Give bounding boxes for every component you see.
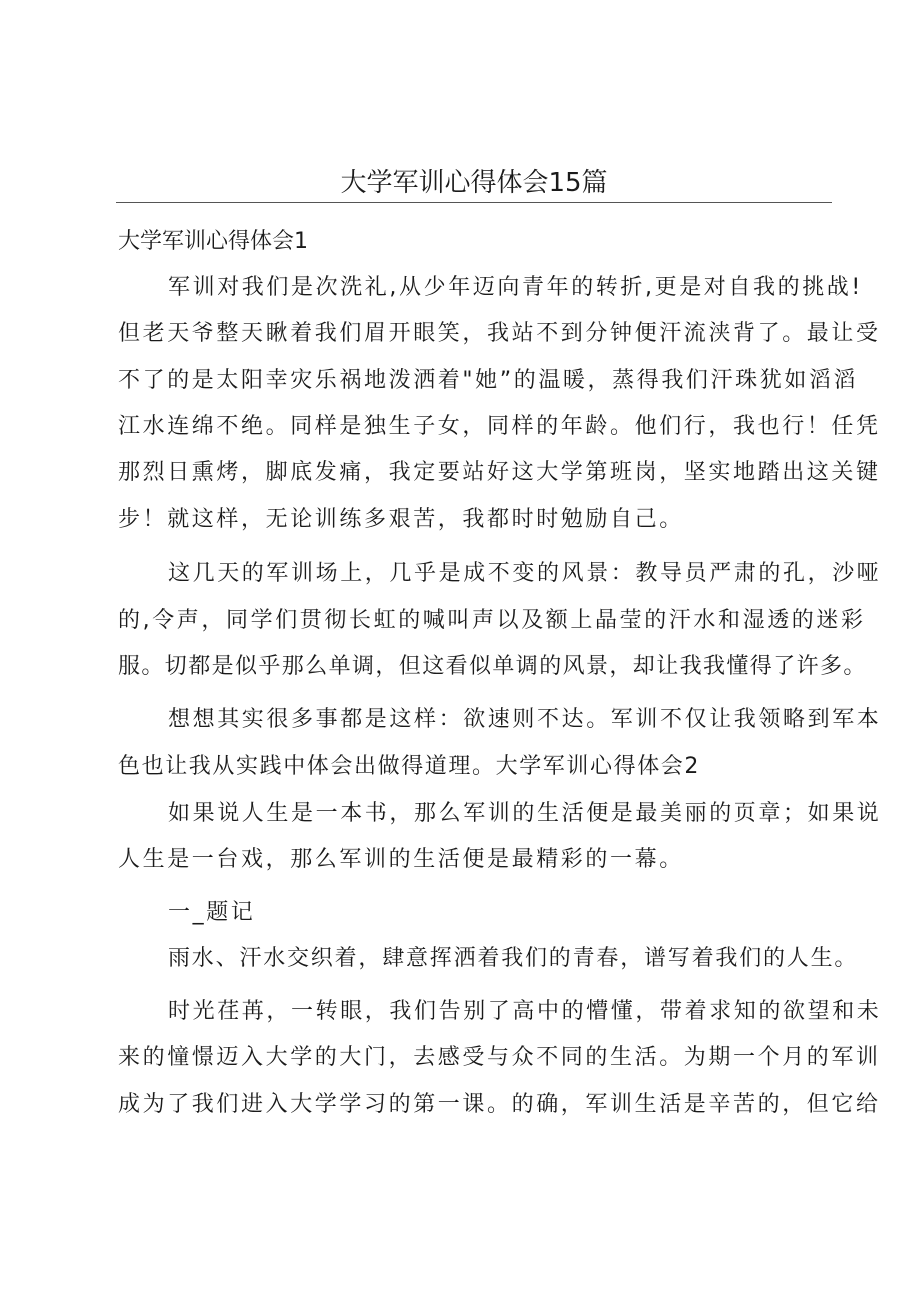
section-heading-1: 大学军训心得体会1	[118, 229, 308, 254]
paragraph-line: 这几天的军训场上，几乎是成不变的风景：教导员严肃的孔，沙哑	[168, 561, 882, 586]
paragraph-line: 江水连绵不绝。同样是独生子女，同样的年龄。他们行，我也行！任凭	[118, 414, 881, 439]
paragraph-line: 想想其实很多事都是这样：欲速则不达。军训不仅让我领略到军本	[168, 707, 882, 732]
paragraph-line: 时光荏苒，一转眼，我们告别了高中的懵懂，带着求知的欲望和未	[168, 999, 882, 1024]
paragraph-line: 雨水、汗水交织着，肆意挥洒着我们的青春，谱写着我们的人生。	[168, 946, 859, 971]
paragraph-line: 军训对我们是次洗礼,从少年迈向青年的转折,更是对自我的挑战!	[168, 275, 863, 300]
paragraph-line: 不了的是太阳幸灾乐祸地泼洒着"她”的温暖，蒸得我们汗珠犹如滔滔	[118, 368, 859, 393]
paragraph-line: 的,令声，同学们贯彻长虹的喊叫声以及额上晶莹的汗水和湿透的迷彩	[118, 608, 866, 633]
paragraph-line: 人生是一台戏，那么军训的生活便是最精彩的一幕。	[118, 847, 684, 872]
paragraph-line: 服。切都是似乎那么单调，但这看似单调的风景，却让我我懂得了许多。	[118, 654, 867, 679]
paragraph-line: 步！就这样，无论训练多艰苦，我都时时勉励自己。	[118, 507, 684, 532]
paragraph-line: 成为了我们进入大学学习的第一课。的确，军训生活是辛苦的，但它给	[118, 1092, 881, 1117]
paragraph-line: 来的憧憬迈入大学的大门，去感受与众不同的生活。为期一个月的军训	[118, 1045, 881, 1070]
paragraph-line: 一_题记	[168, 900, 256, 925]
paragraph-line: 那烈日熏烤，脚底发痛，我定要站好这大学第班岗，坚实地踏出这关键	[118, 460, 881, 485]
title-divider	[116, 202, 832, 203]
document-title: 大学军训心得体会15篇	[340, 168, 608, 198]
paragraph-line: 如果说人生是一本书，那么军训的生活便是最美丽的页章；如果说	[168, 801, 882, 826]
paragraph-line: 但老天爷整天瞅着我们眉开眼笑，我站不到分钟便汗流浃背了。最让受	[118, 321, 881, 346]
paragraph-line: 色也让我从实践中体会出做得道理。大学军训心得体会2	[118, 754, 700, 779]
